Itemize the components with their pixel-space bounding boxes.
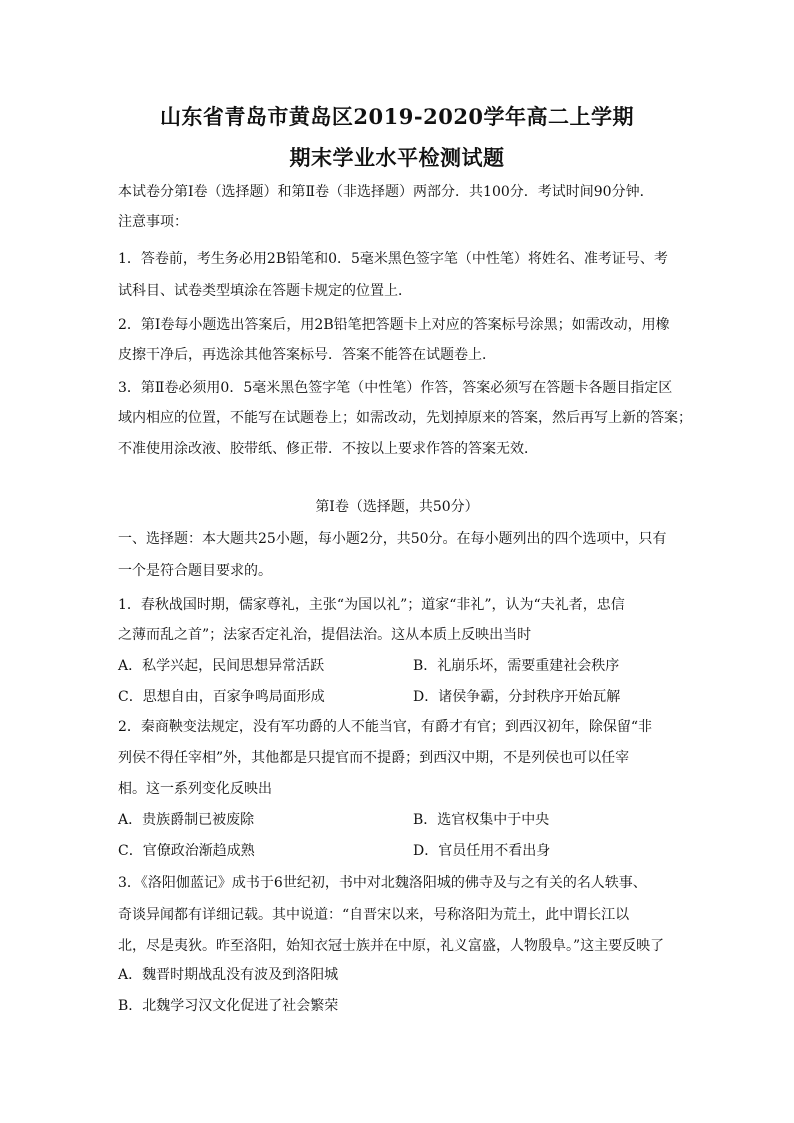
notice-item-2-cont: 皮擦干净后，再选涂其他答案标号．答案不能答在试题卷上． xyxy=(118,347,496,363)
exam-title: 山东省青岛市黄岛区2019-2020学年高二上学期 xyxy=(159,104,635,129)
question-2-option-b: B．选官权集中于中央 xyxy=(413,812,550,828)
question-2-option-a: A．贵族爵制已被废除 xyxy=(118,812,255,828)
question-3-stem: 3．《洛阳伽蓝记》成书于6世纪初，书中对北魏洛阳城的佛寺及与之有关的名人轶事、 xyxy=(118,875,647,891)
question-2-stem: 2．秦商鞅变法规定，没有军功爵的人不能当官，有爵才有官；到西汉初年，除保留“非 xyxy=(118,719,653,735)
question-1-option-a: A．私学兴起，民间思想异常活跃 xyxy=(118,658,325,674)
question-3-stem-cont: 奇谈异闻都有详细记载。其中说道：“自晋宋以来，号称洛阳为荒土，此中谓长江以 xyxy=(118,907,630,923)
notice-heading: 注意事项： xyxy=(118,214,188,230)
question-1-option-b: B．礼崩乐坏，需要重建社会秩序 xyxy=(413,658,620,674)
notice-item-3-cont2: 不准使用涂改液、胶带纸、修正带．不按以上要求作答的答案无效． xyxy=(118,441,538,457)
question-3-option-b: B．北魏学习汉文化促进了社会繁荣 xyxy=(118,998,339,1014)
intro-line: 本试卷分第Ⅰ卷（选择题）和第Ⅱ卷（非选择题）两部分．共100分．考试时间90分钟． xyxy=(118,184,654,200)
question-1-stem-cont: 之薄而乱之首”；法家否定礼治，提倡法治。这从本质上反映出当时 xyxy=(118,627,532,643)
notice-item-2: 2．第Ⅰ卷每小题选出答案后，用2B铅笔把答题卡上对应的答案标号涂黑；如需改动，用橡 xyxy=(118,317,670,333)
question-1-option-c: C．思想自由，百家争鸣局面形成 xyxy=(118,689,325,705)
question-3-option-a: A．魏晋时期战乱没有波及到洛阳城 xyxy=(118,967,339,983)
question-2-option-d: D．官员任用不看出身 xyxy=(413,843,551,859)
notice-item-1: 1．答卷前，考生务必用2B铅笔和0．5毫米黑色签字笔（中性笔）将姓名、准考证号、考 xyxy=(118,251,668,267)
notice-item-1-cont: 试科目、试卷类型填涂在答题卡规定的位置上． xyxy=(118,283,412,299)
exam-subtitle: 期末学业水平检测试题 xyxy=(289,145,505,170)
question-2-stem-cont: 列侯不得任宰相”外，其他都是只提官而不提爵；到西汉中期，不是列侯也可以任宰 xyxy=(118,750,630,766)
question-2-option-c: C．官僚政治渐趋成熟 xyxy=(118,843,255,859)
section-instructions-cont: 一个是符合题目要求的。 xyxy=(118,563,272,579)
notice-item-3: 3．第Ⅱ卷必须用0．5毫米黑色签字笔（中性笔）作答，答案必须写在答题卡各题目指定区 xyxy=(118,380,673,396)
section-heading: 第Ⅰ卷（选择题，共50分） xyxy=(315,499,479,515)
question-3-stem-cont2: 北，尽是夷狄。昨至洛阳，始知衣冠士族并在中原，礼义富盛，人物殷阜。”这主要反映了 xyxy=(118,938,665,954)
question-1-stem: 1．春秋战国时期，儒家尊礼，主张“为国以礼”；道家“非礼”，认为“夫礼者，忠信 xyxy=(118,597,625,613)
notice-item-3-cont: 域内相应的位置，不能写在试题卷上；如需改动，先划掉原来的答案，然后再写上新的答案； xyxy=(118,410,692,426)
question-2-stem-cont2: 相。这一系列变化反映出 xyxy=(118,781,272,797)
section-instructions: 一、选择题：本大题共25小题，每小题2分，共50分。在每小题列出的四个选项中，只有 xyxy=(118,531,667,547)
question-1-option-d: D．诸侯争霸，分封秩序开始瓦解 xyxy=(413,689,621,705)
